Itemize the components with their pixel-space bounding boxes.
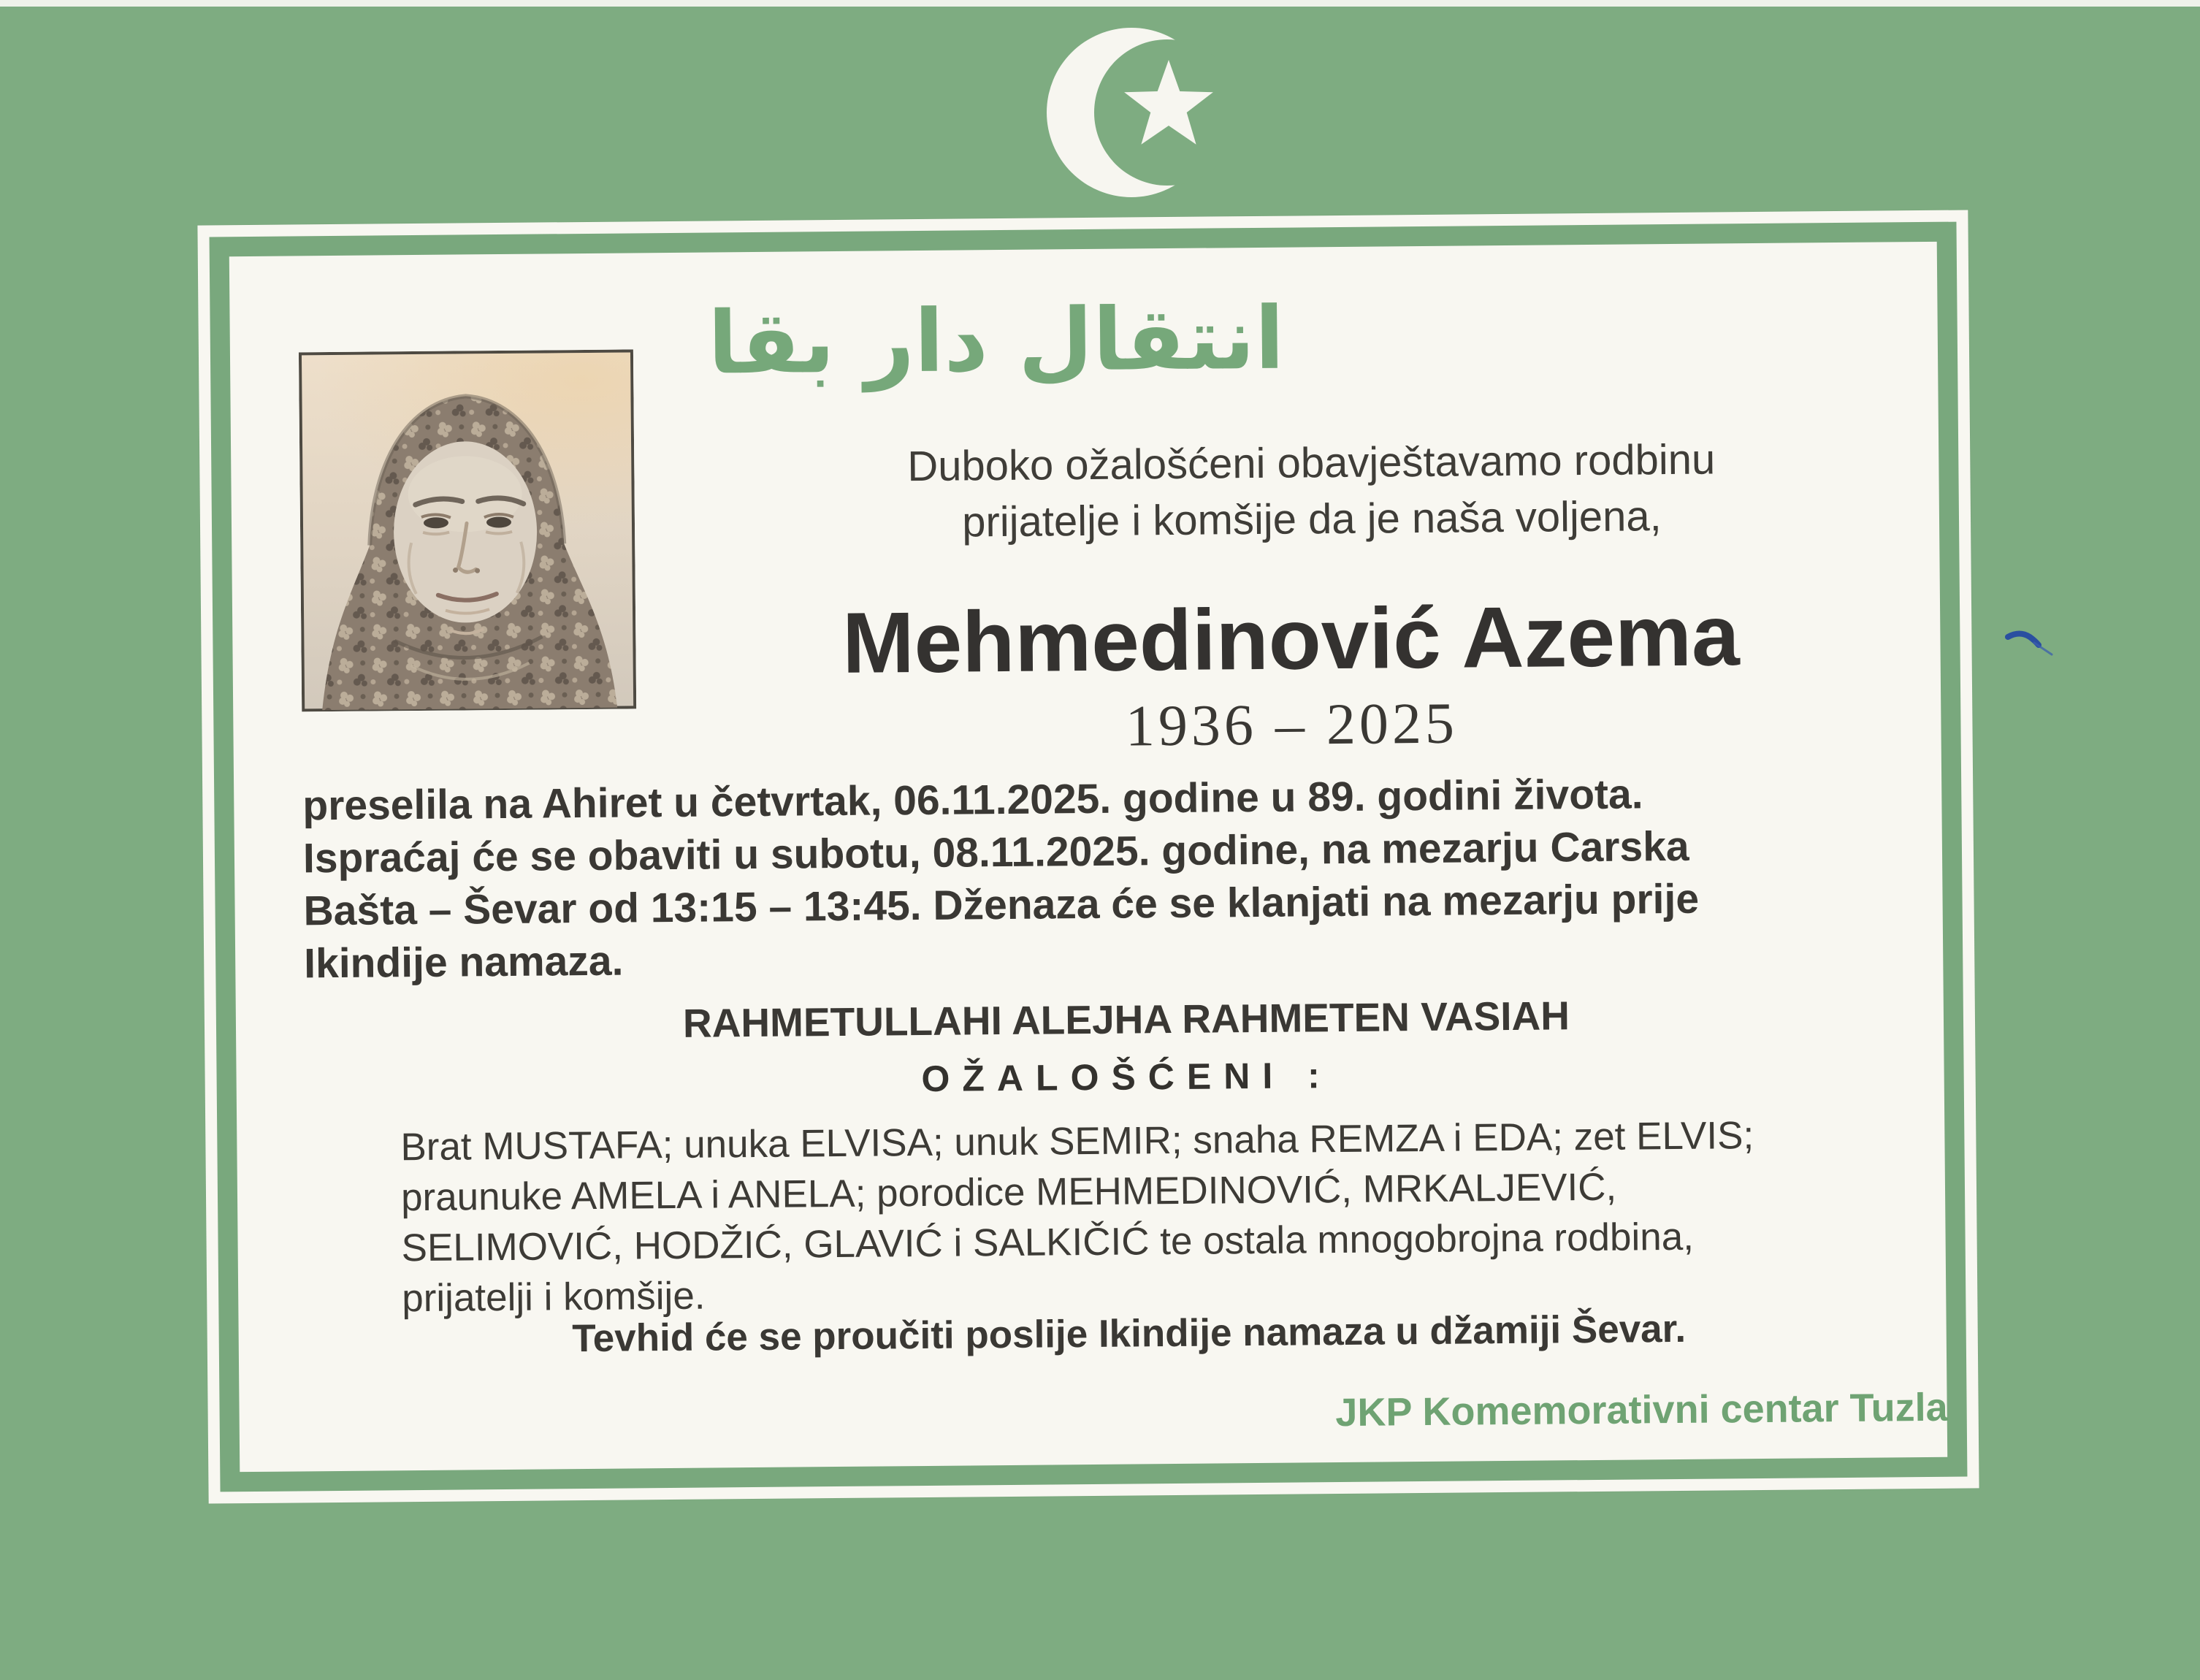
organizer-signature: JKP Komemorativni centar Tuzla — [1335, 1385, 1948, 1435]
mourners-line: praunuke AMELA i ANELA; porodice MEHMEDINOVIĆ, MRKALJEVIĆ, — [400, 1165, 1617, 1220]
mourners-heading: OŽALOŠĆENI : — [921, 1055, 1333, 1100]
tevhid-line: Tevhid će se proučiti poslije Ikindije namaza u džamiji Ševar. — [572, 1307, 1687, 1361]
announcement-line: Bašta – Ševar od 13:15 – 13:45. Dženaza će se klanjati na mezarju prije — [303, 875, 1700, 935]
announcement-line: preselila na Ahiret u četvrtak, 06.11.2025. godine u 89. godini života. — [302, 771, 1643, 830]
mourners-line: SELIMOVIĆ, HODŽIĆ, GLAVIĆ i SALKIČIĆ te ostala mnogobrojna rodbina, — [401, 1215, 1695, 1270]
mourners-line: Brat MUSTAFA; unuka ELVISA; unuk SEMIR; snaha REMZA i EDA; zet ELVIS; — [400, 1114, 1754, 1169]
intro-line-1: Duboko ožalošćeni obavještavamo rodbinu — [907, 435, 1716, 491]
crescent-and-star-icon — [1034, 19, 1216, 212]
prayer-line: RAHMETULLAHI ALEJHA RAHMETEN VASIAH — [682, 993, 1570, 1046]
announcement-line: Ispraćaj će se obaviti u subotu, 08.11.2025. godine, na mezarju Carska — [302, 822, 1689, 882]
mourners-list — [400, 1110, 1884, 1324]
obituary-card — [197, 210, 1979, 1503]
deceased-name: Mehmedinović Azema — [841, 587, 1741, 692]
life-years: 1936 – 2025 — [1125, 691, 1459, 759]
mourners-line: prijatelji i komšije. — [401, 1274, 706, 1321]
arabic-calligraphy: انتقال دار بقا — [707, 287, 1286, 394]
intro-line-2: prijatelje i komšije da je naša voljena, — [961, 492, 1662, 546]
intro-text — [654, 429, 1969, 553]
scanner-edge-strip — [0, 0, 2200, 7]
announcement-paragraph — [302, 765, 1960, 990]
announcement-line: Ikindije namaza. — [303, 937, 624, 988]
